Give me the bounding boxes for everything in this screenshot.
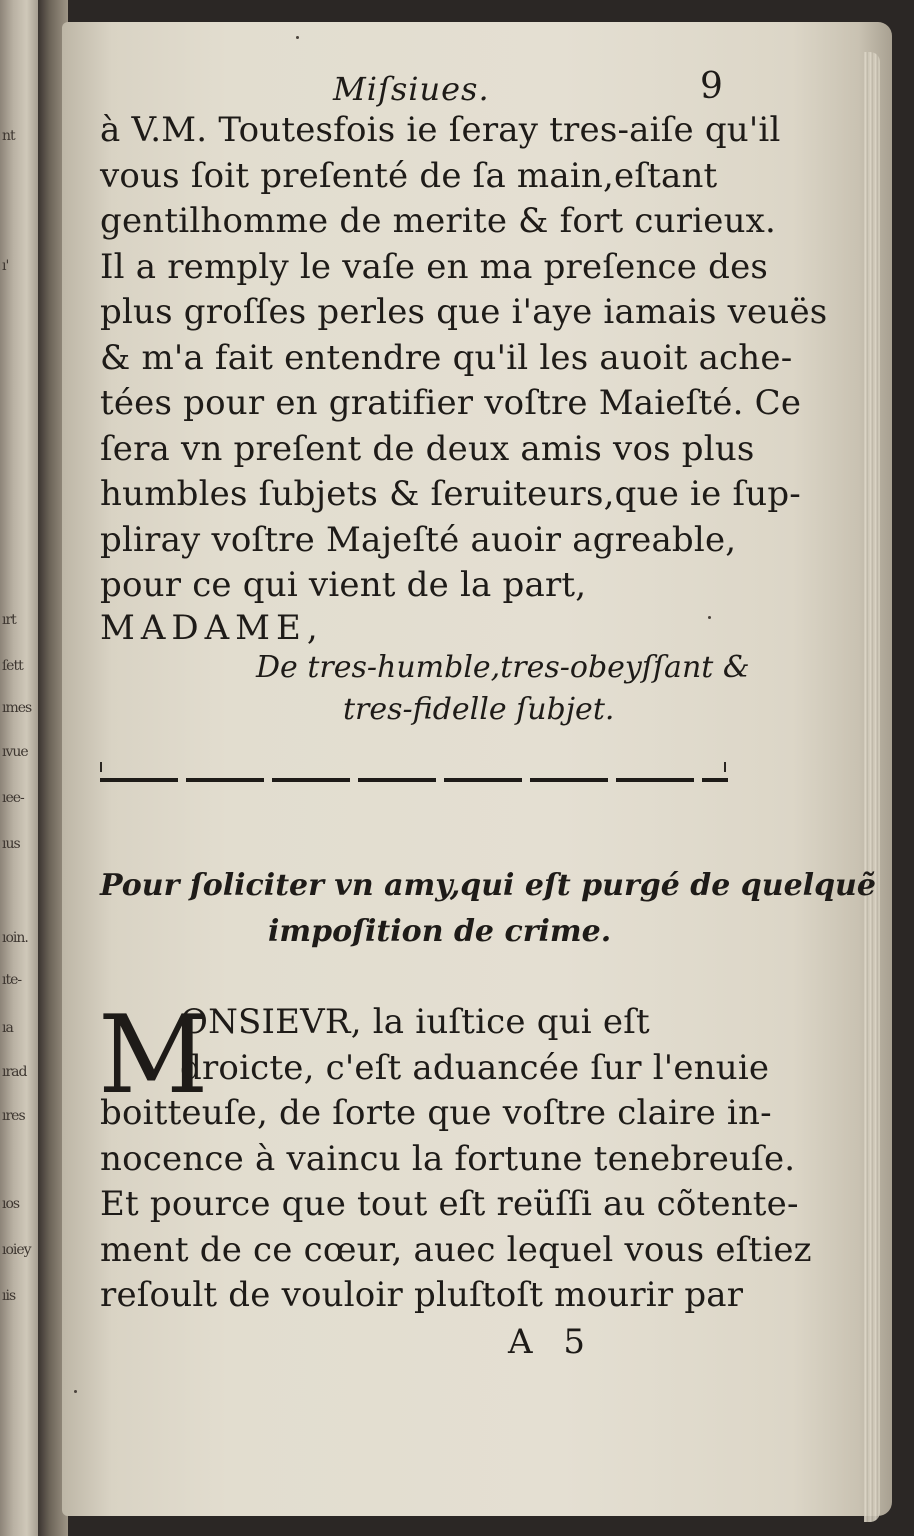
- text-line: pliray voſtre Majeſté auoir agreable,: [100, 519, 737, 560]
- text-line: & m'a fait entendre qu'il les auoit ache-: [100, 337, 793, 378]
- prev-page-fragment: ıos: [2, 1196, 20, 1212]
- text-line: Il a remply le vaſe en ma preſence des: [100, 246, 769, 287]
- section-divider-rule: [100, 778, 728, 782]
- letter-title: impoſition de crime.: [268, 914, 612, 949]
- prev-page-fragment: ıa: [2, 1020, 13, 1036]
- prev-page-fragment: ıvue: [2, 744, 28, 760]
- prev-page-fragment: nt: [2, 128, 15, 144]
- text-line: nocence à vaincu la fortune tenebreuſe.: [100, 1138, 796, 1179]
- paper-speck: [708, 616, 711, 619]
- text-line: ment de ce cœur, auec lequel vous eſtiez: [100, 1229, 812, 1270]
- paper-speck: [296, 36, 299, 39]
- prev-page-fragment: ıee-: [2, 790, 24, 806]
- text-line: droicte, c'eſt aduancée ſur l'enuie: [180, 1047, 770, 1088]
- text-line: reſoult de vouloir pluſtoſt mourir par: [100, 1275, 744, 1315]
- letter-closing-text: [100, 108, 828, 609]
- text-line: ſera vn preſent de deux amis vos plus: [100, 428, 755, 469]
- prev-page-fragment: ırt: [2, 612, 16, 628]
- prev-page-fragment: ıoin.: [2, 930, 28, 946]
- page-number: 9: [700, 66, 723, 107]
- drop-cap: M: [98, 993, 209, 1118]
- text-line: tées pour en gratifier voſtre Maieſté. Ce: [100, 383, 802, 423]
- signature-mark: A 5: [508, 1322, 595, 1362]
- text-line: Et pource que tout eſt reüſſi au cõtente-: [100, 1184, 799, 1224]
- prev-page-fragment: ıoiey: [2, 1242, 31, 1258]
- prev-page-fragment: ıis: [2, 1288, 16, 1304]
- letter-body-text: [100, 1091, 812, 1319]
- letter-opening-lines: [180, 1000, 770, 1091]
- previous-page-edge: [0, 0, 38, 1536]
- text-line: gentilhomme de merite & fort curieux.: [100, 201, 777, 241]
- letter-title: Pour ſoliciter vn amy,qui eſt purgé de quelquẽ: [100, 868, 876, 903]
- salutation: MADAME,: [100, 608, 324, 648]
- text-line: pour ce qui vient de la part,: [100, 565, 587, 605]
- prev-page-fragment: ſett: [2, 658, 23, 674]
- page-stack-edge: [864, 52, 880, 1522]
- prev-page-fragment: ıte-: [2, 972, 22, 988]
- prev-page-fragment: ıus: [2, 836, 20, 852]
- signature-line: tres-fidelle ſubjet.: [343, 692, 615, 727]
- signature-line: De tres-humble,tres-obeyſſant &: [256, 650, 750, 685]
- prev-page-fragment: ırad: [2, 1064, 27, 1080]
- prev-page-fragment: ımes: [2, 700, 32, 716]
- text-line: à V.M. Toutesfois ie ſeray tres-aiſe qu'il: [100, 110, 781, 150]
- ornament-ticks: [100, 762, 728, 772]
- text-line: humbles ſubjets & ſeruiteurs,que ie ſup-: [100, 474, 801, 514]
- text-line: ONSIEVR, la iuſtice qui eſt: [180, 1002, 650, 1042]
- text-line: plus groſſes perles que i'aye iamais veuës: [100, 292, 828, 332]
- running-head: Miſsiues.: [333, 70, 490, 108]
- prev-page-fragment: ı': [2, 258, 9, 274]
- prev-page-fragment: ıres: [2, 1108, 25, 1124]
- text-line: vous ſoit preſenté de ſa main,eſtant: [100, 155, 718, 196]
- paper-speck: [74, 1390, 77, 1393]
- text-line: boitteuſe, de ſorte que voſtre claire in-: [100, 1093, 772, 1133]
